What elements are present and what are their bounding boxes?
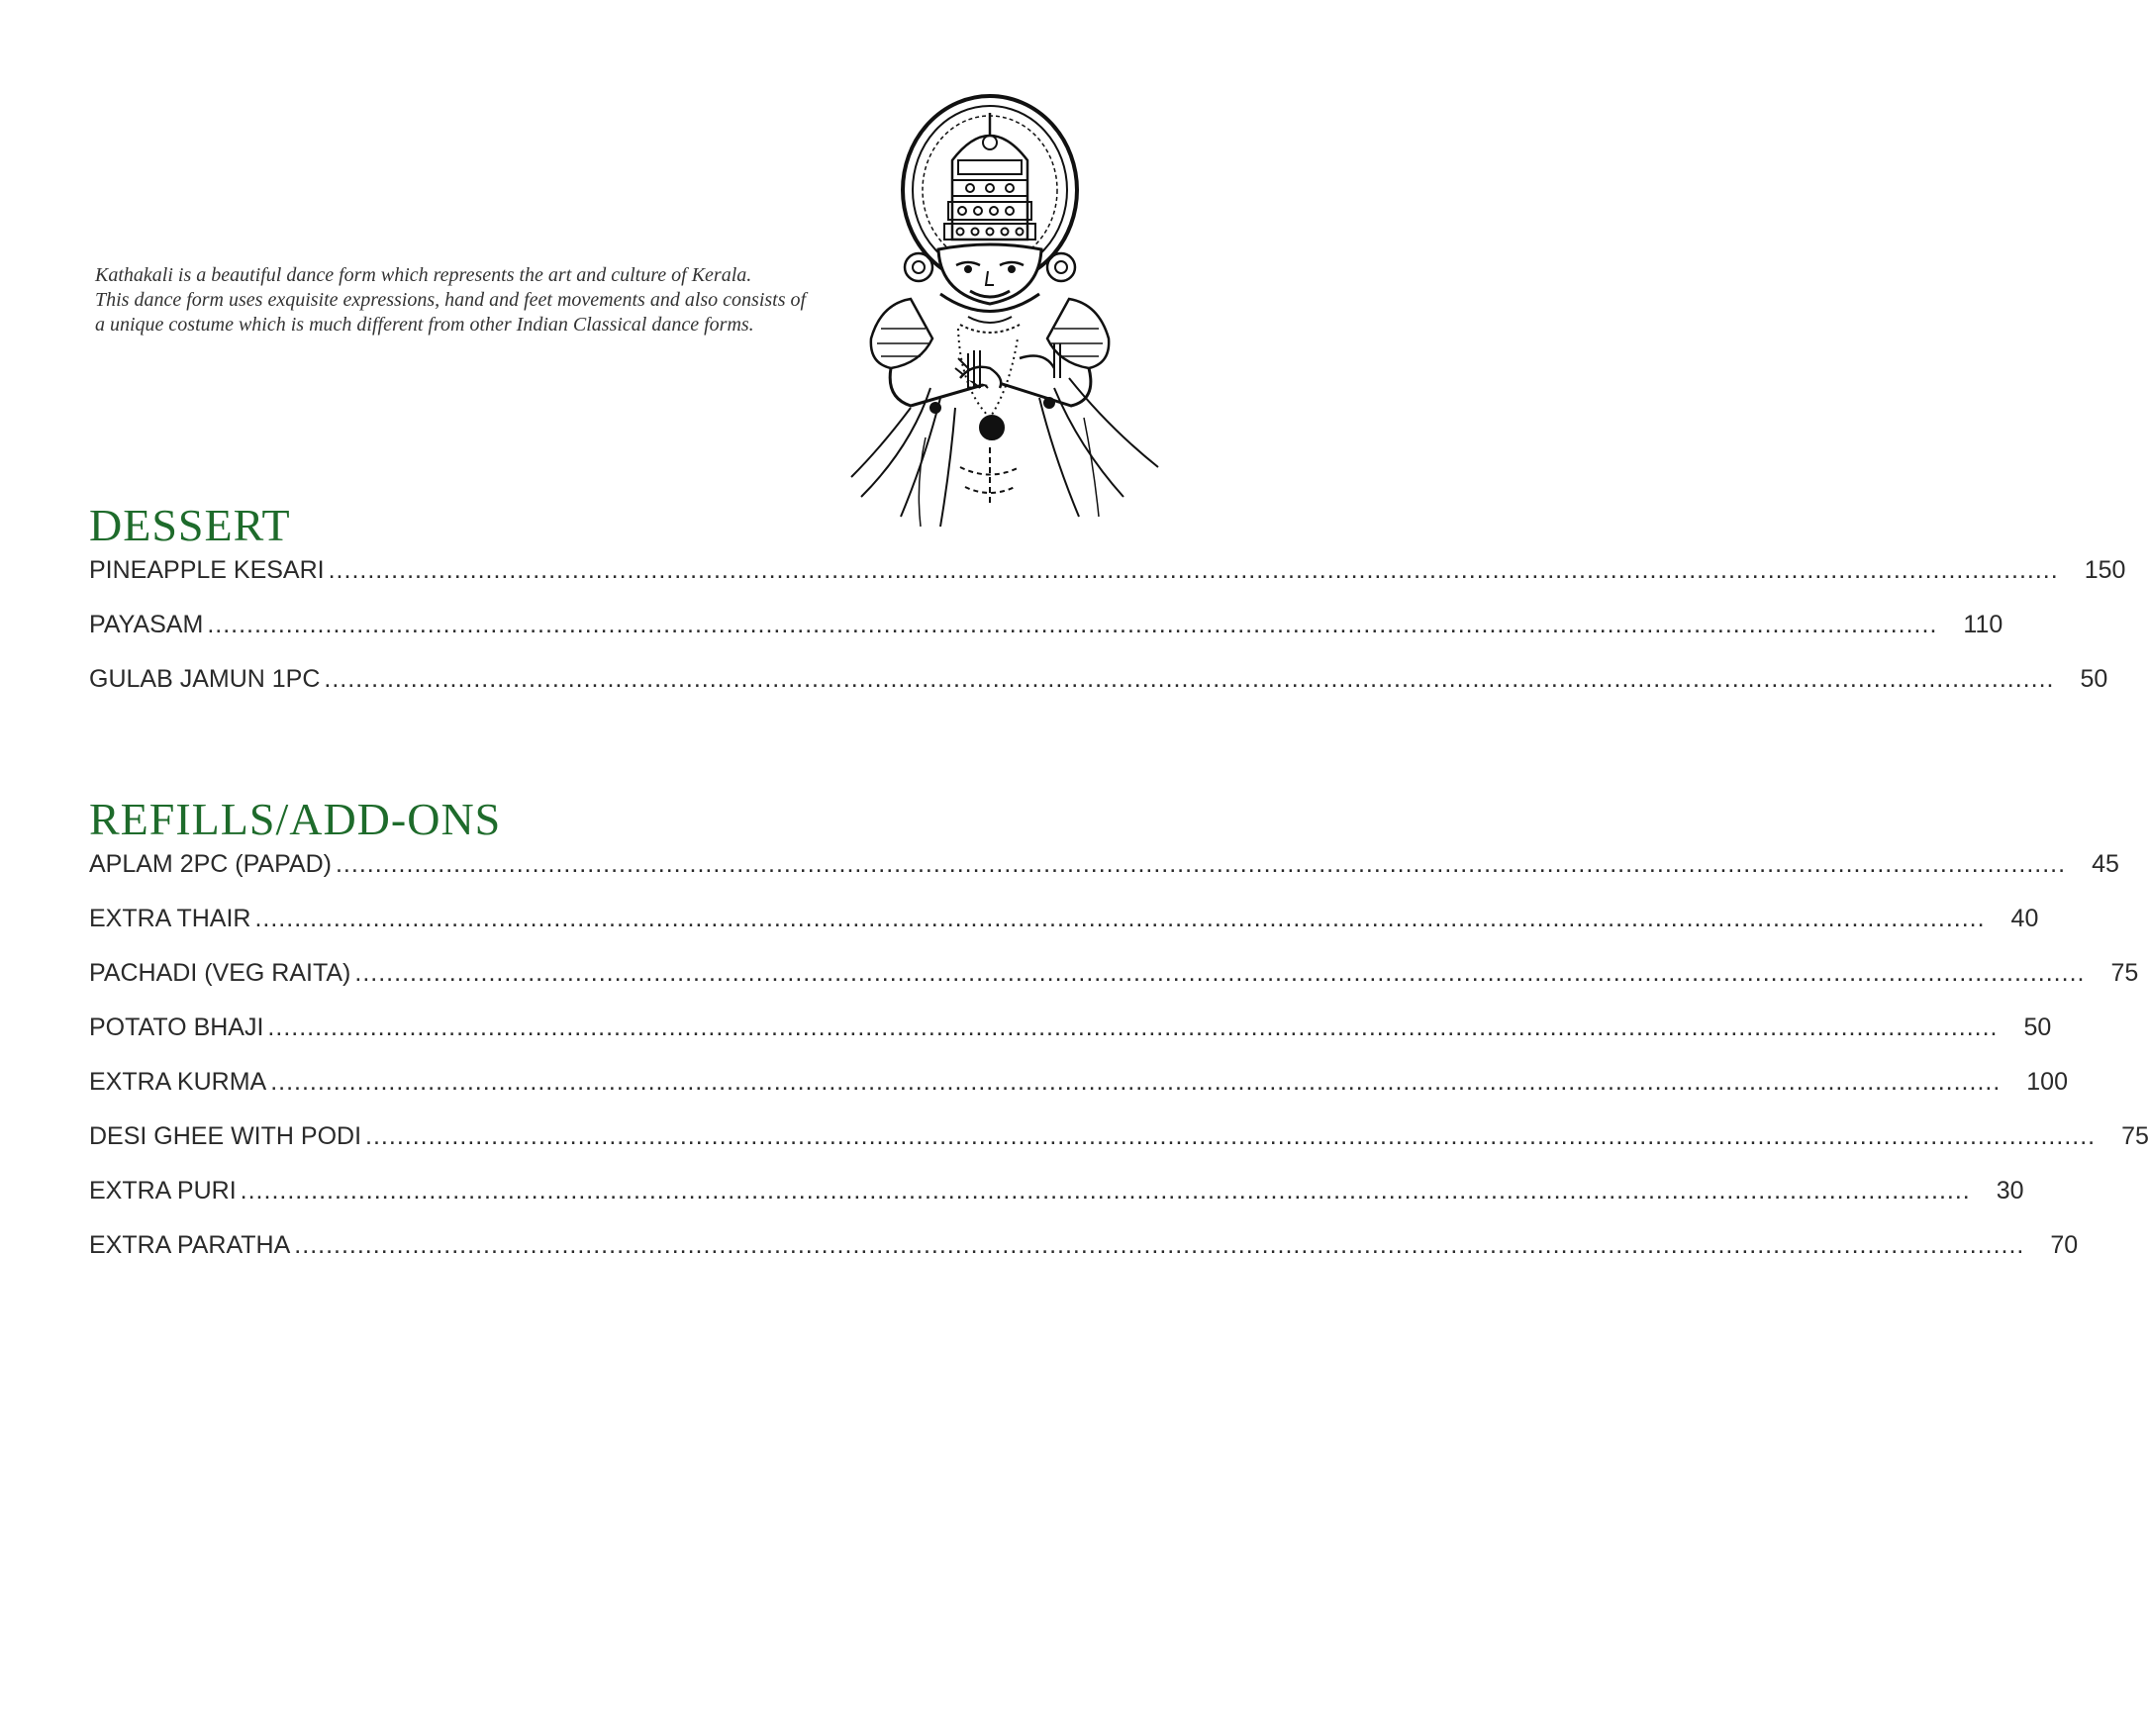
kathakali-dancer-illustration — [841, 91, 1178, 531]
item-name: EXTRA PARATHA — [89, 1231, 291, 1259]
dot-leader: ............................................................................................................................................................................................................................ — [324, 665, 2055, 693]
item-price: 30 — [1996, 1177, 2024, 1205]
menu-item — [89, 905, 2039, 959]
intro-line: This dance form uses exquisite expressions, hand and feet movements and also consists of — [95, 289, 807, 311]
dot-leader: ............................................................................................................................................................................................................................ — [365, 1122, 2097, 1150]
menu-item — [89, 1177, 2024, 1231]
item-price: 150 — [2084, 556, 2126, 584]
dot-leader: ............................................................................................................................................................................................................................ — [254, 905, 1986, 932]
item-name: PINEAPPLE KESARI — [89, 556, 325, 584]
item-price: 75 — [2121, 1122, 2149, 1150]
menu-item — [89, 959, 2139, 1013]
item-price: 70 — [2050, 1231, 2079, 1259]
item-name: POTATO BHAJI — [89, 1013, 264, 1041]
item-price: 110 — [1963, 611, 2003, 638]
item-name: DESI GHEE WITH PODI — [89, 1122, 362, 1150]
menu-item — [89, 1068, 2068, 1122]
item-name: APLAM 2PC (PAPAD) — [89, 850, 332, 878]
intro-paragraph — [95, 263, 907, 338]
item-name: PAYASAM — [89, 611, 204, 638]
menu-item — [89, 556, 2126, 611]
dot-leader: ............................................................................................................................................................................................................................ — [267, 1013, 1999, 1041]
menu-item — [89, 850, 2119, 905]
intro-line: a unique costume which is much different from other Indian Classical dance forms. — [95, 314, 754, 336]
item-name: GULAB JAMUN 1PC — [89, 665, 321, 693]
item-price: 75 — [2110, 959, 2139, 987]
item-name: EXTRA THAIR — [89, 905, 251, 932]
item-price: 50 — [2080, 665, 2108, 693]
item-price: 50 — [2023, 1013, 2052, 1041]
item-name: PACHADI (VEG RAITA) — [89, 959, 351, 987]
section-title: DESSERT — [89, 500, 291, 550]
refills-addons-section — [89, 789, 2149, 1286]
item-name: EXTRA PURI — [89, 1177, 237, 1205]
dessert-section — [89, 495, 2126, 720]
menu-item — [89, 665, 2108, 720]
item-name: EXTRA KURMA — [89, 1068, 267, 1096]
item-price: 40 — [2010, 905, 2039, 932]
section-title: REFILLS/ADD-ONS — [89, 794, 502, 844]
dot-leader: ............................................................................................................................................................................................................................ — [207, 611, 1938, 638]
menu-item — [89, 1231, 2079, 1286]
item-price: 100 — [2026, 1068, 2068, 1096]
dot-leader: ............................................................................................................................................................................................................................ — [240, 1177, 1971, 1205]
dot-leader: ............................................................................................................................................................................................................................ — [354, 959, 2086, 987]
dessert-menu-list — [89, 556, 2126, 720]
dot-leader: ............................................................................................................................................................................................................................ — [335, 850, 2067, 878]
menu-item — [89, 1013, 2052, 1068]
dot-leader: ............................................................................................................................................................................................................................ — [270, 1068, 2002, 1096]
refills-addons-menu-list — [89, 850, 2149, 1286]
dot-leader: ............................................................................................................................................................................................................................ — [294, 1231, 2025, 1259]
menu-item — [89, 1122, 2149, 1177]
item-price: 45 — [2092, 850, 2119, 878]
menu-item — [89, 611, 2003, 665]
intro-line: Kathakali is a beautiful dance form which represents the art and culture of Kerala. — [95, 264, 752, 286]
dot-leader: ............................................................................................................................................................................................................................ — [328, 556, 2059, 584]
